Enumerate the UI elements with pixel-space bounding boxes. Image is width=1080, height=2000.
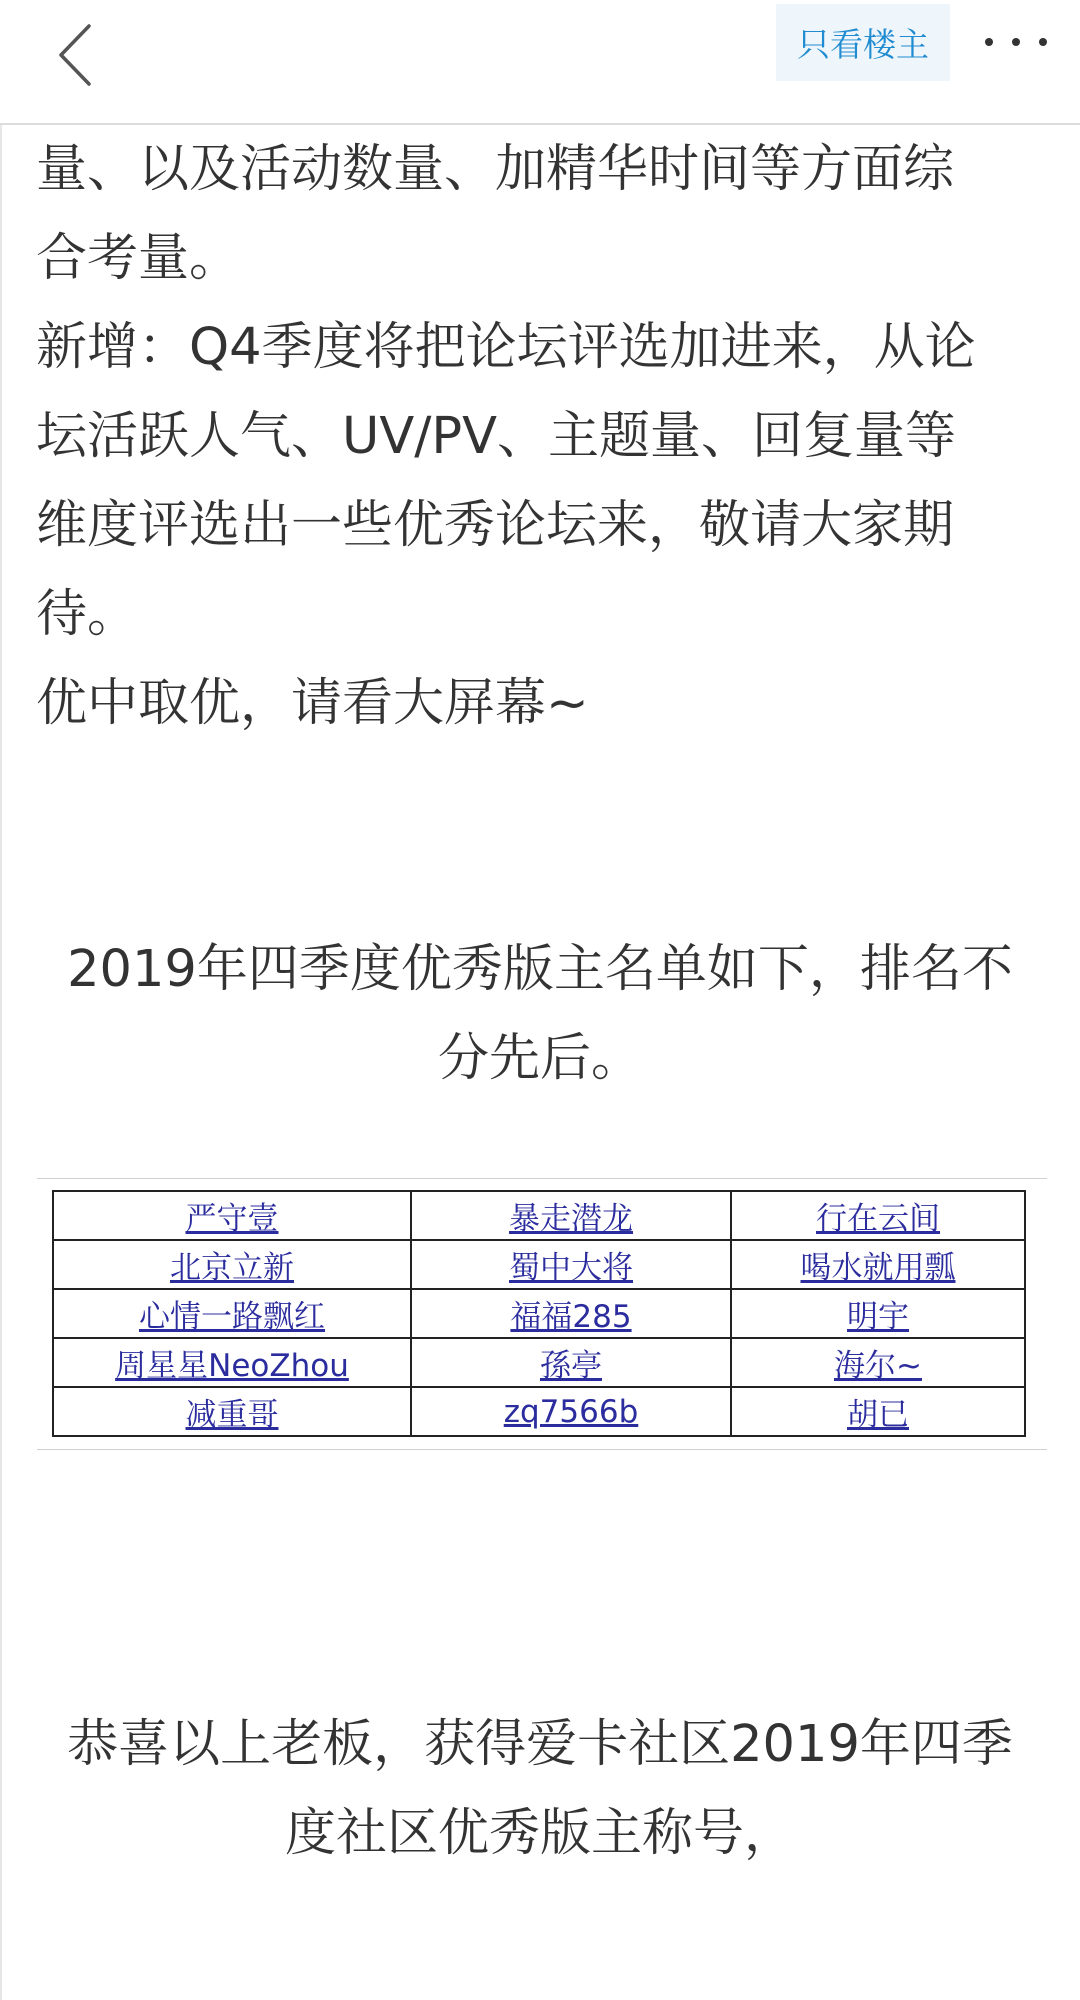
- moderator-link[interactable]: 明宇: [731, 1289, 1025, 1338]
- post-text-line: 新增：Q4季度将把论坛评选加进来，从论: [36, 318, 976, 377]
- table-row: [53, 1289, 1025, 1338]
- post-text-line: 量、以及活动数量、加精华时间等方面综: [36, 140, 955, 199]
- moderator-link[interactable]: zq7566b: [411, 1387, 731, 1436]
- dot: [1039, 38, 1047, 46]
- moderator-link[interactable]: 福福285: [411, 1289, 731, 1338]
- moderator-link[interactable]: 蜀中大将: [411, 1240, 731, 1289]
- post-body: [0, 125, 1080, 748]
- moderator-link[interactable]: 胡已: [731, 1387, 1025, 1436]
- top-nav-bar: [0, 0, 1080, 125]
- congrats-line: 恭喜以上老板，获得爱卡社区2019年四季: [67, 1715, 1013, 1774]
- moderator-link[interactable]: 北京立新: [53, 1240, 411, 1289]
- moderator-link[interactable]: 周星星NeoZhou: [53, 1338, 411, 1387]
- back-button[interactable]: [55, 10, 135, 100]
- moderator-link[interactable]: 减重哥: [53, 1387, 411, 1436]
- list-heading-line: 分先后。: [437, 1029, 642, 1088]
- moderator-link[interactable]: 暴走潜龙: [411, 1191, 731, 1240]
- post-text-line: 合考量。: [36, 229, 241, 288]
- post-text-line: 优中取优，请看大屏幕~: [36, 674, 589, 733]
- dot: [985, 38, 993, 46]
- moderator-link[interactable]: 喝水就用瓢: [731, 1240, 1025, 1289]
- post-text-line: 待。: [36, 585, 139, 644]
- more-options-icon[interactable]: [985, 20, 1047, 64]
- chevron-left-icon: [55, 20, 95, 90]
- table-row: [53, 1338, 1025, 1387]
- moderator-link[interactable]: 心情一路飘红: [53, 1289, 411, 1338]
- moderator-table: [52, 1190, 1026, 1437]
- post-text-line: 维度评选出一些优秀论坛来，敬请大家期: [36, 496, 955, 555]
- table-row: [53, 1387, 1025, 1436]
- moderator-link[interactable]: 孫亭: [411, 1338, 731, 1387]
- post-text-line: 坛活跃人气、UV/PV、主题量、回复量等: [36, 407, 957, 466]
- dot: [1012, 38, 1020, 46]
- moderator-link[interactable]: 海尔~: [731, 1338, 1025, 1387]
- moderator-link[interactable]: 行在云间: [731, 1191, 1025, 1240]
- list-heading: [40, 925, 1040, 1103]
- table-row: [53, 1240, 1025, 1289]
- congrats-text: [40, 1700, 1040, 1878]
- moderator-table-image: [37, 1178, 1047, 1450]
- congrats-line: 度社区优秀版主称号，: [284, 1804, 795, 1863]
- list-heading-line: 2019年四季度优秀版主名单如下，排名不: [67, 940, 1013, 999]
- table-row: [53, 1191, 1025, 1240]
- moderator-link[interactable]: 严守壹: [53, 1191, 411, 1240]
- only-view-owner-button[interactable]: 只看楼主: [776, 4, 950, 81]
